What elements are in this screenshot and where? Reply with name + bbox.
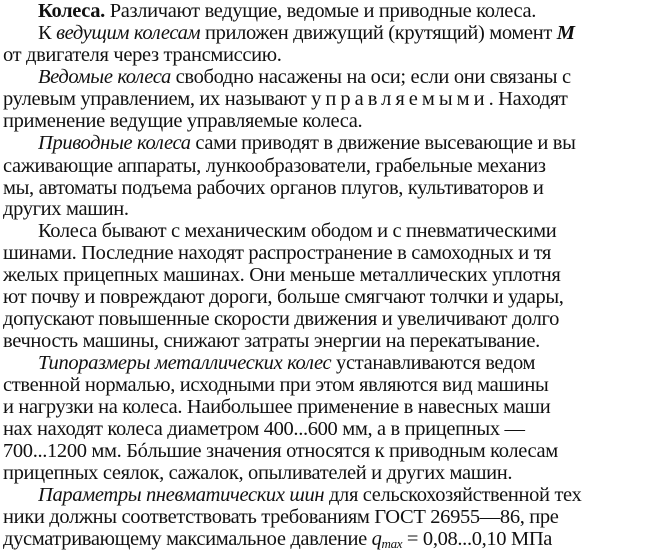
text-line: ют почву и повреждают дороги, больше смягчают толчки и удары,	[3, 286, 564, 308]
term: ведущим колесам	[56, 22, 201, 44]
text-line: саживающие аппараты, лункообразователи, грабельные механиз	[3, 155, 546, 177]
text-line: дусматривающему максимальное давление $q_{max} = 0,08...0,10$ МПа	[3, 528, 553, 551]
text-line: мы, автоматы подъема рабочих органов плугов, культиваторов и	[3, 177, 544, 199]
text-line: 700...1200 мм. Бóльшие значения относятся к приводным колесам	[3, 440, 558, 462]
paragraph-heading: Колеса.	[38, 0, 105, 22]
subscript: max	[381, 536, 403, 551]
symbol: q	[371, 528, 382, 550]
spaced-word: управляемыми	[311, 88, 489, 110]
text-line: шинами. Последние находят распространение в самоходных и тя	[3, 242, 552, 264]
text-line: Параметры пневматических шин для сельскохозяйственной тех	[38, 484, 582, 506]
text-line: Типоразмеры металлических колес устанавливаются ведом	[38, 352, 536, 374]
text-line: допускают повышенные скорости движения и увеличивают долго	[3, 308, 559, 330]
text-line: Колеса бывают с механическим ободом и с пневматическими	[38, 220, 557, 242]
text-line: ственной нормалью, исходными при этом являются вид машины	[3, 374, 549, 396]
text-line: других машин.	[3, 198, 129, 220]
symbol: M	[556, 22, 575, 44]
term: Приводные колеса	[38, 132, 191, 154]
text-line: вечность машины, снижают затраты энергии на перекатывание.	[3, 330, 540, 352]
term: Ведомые колеса	[38, 66, 171, 88]
text-line: К ведущим колесам приложен движущий (крутящий) момент M	[38, 22, 575, 44]
text-line: нах находят колеса диаметром 400...600 мм, а в прицепных —	[3, 418, 525, 440]
text-line: и нагрузки на колеса. Наибольшее применение в навесных маши	[3, 396, 551, 418]
term: Типоразмеры металлических колес	[38, 352, 332, 374]
text-line: рулевым управлением, их называют управляемыми. Находят	[3, 88, 568, 110]
text-line: от двигателя через трансмиссию.	[3, 44, 282, 66]
text-line: Приводные колеса сами приводят в движение высевающие и вы	[38, 132, 576, 154]
term: Параметры пневматических шин	[38, 484, 325, 506]
text-line: Колеса. Различают ведущие, ведомые и приводные колеса.	[38, 0, 536, 22]
text-line: Ведомые колеса свободно насажены на оси; если они связаны с	[38, 66, 571, 88]
text-line: применение ведущие управляемые колеса.	[3, 110, 363, 132]
text-line: прицепных сеялок, сажалок, опыливателей и других машин.	[3, 462, 513, 484]
text-line: ники должны соответствовать требованиям ГОСТ 26955—86, пре	[3, 506, 559, 528]
text-line: желых прицепных машинах. Они меньше металлических уплотня	[3, 264, 561, 286]
